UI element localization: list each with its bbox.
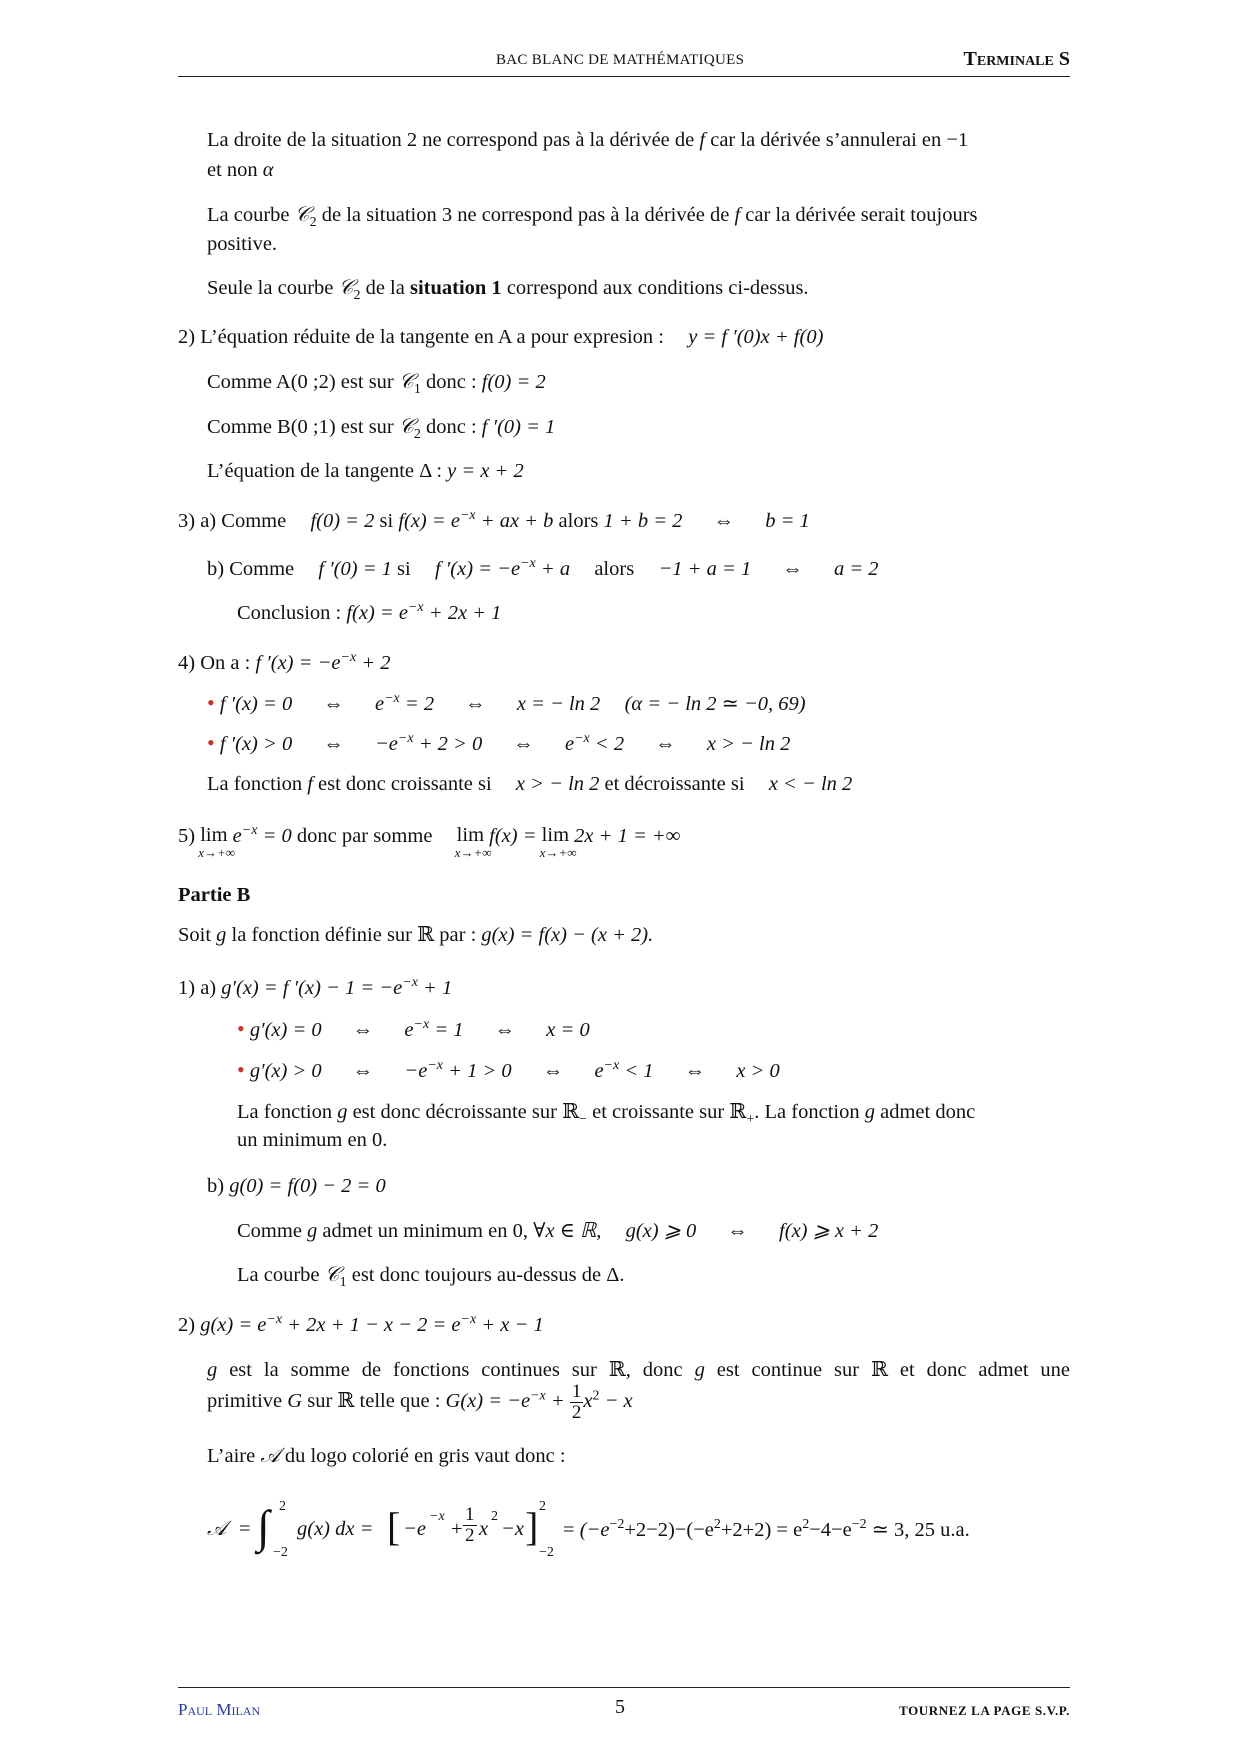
math: −2 [273, 1545, 288, 1560]
text: a) [200, 976, 217, 999]
math: 𝒞 [294, 204, 310, 226]
math: G [287, 1390, 303, 1413]
math: f(x) = [489, 824, 537, 847]
math: x [479, 1518, 489, 1540]
text: On a : [200, 651, 251, 674]
math: −x [603, 1058, 620, 1074]
math: + 2x + 1 [428, 601, 502, 624]
math: = [563, 1518, 575, 1541]
fraction [463, 1505, 477, 1546]
limit [539, 823, 577, 860]
math: 2 [413, 427, 421, 443]
math: + 2x + 1 − x − 2 = e [287, 1313, 461, 1336]
math: 1 [339, 1275, 347, 1291]
text: L’équation réduite de la tangente en A a pour expresion : [200, 326, 664, 348]
text: Comme [229, 557, 295, 580]
math: −x [501, 1518, 524, 1540]
text-line [207, 370, 546, 399]
math: ⇔ [727, 1220, 748, 1242]
math: x > 0 [736, 1060, 780, 1082]
text-line: un minimum en 0. [237, 1129, 388, 1151]
page-number: 5 [615, 1696, 625, 1718]
math: 𝒜 [207, 1518, 227, 1540]
math: f [699, 129, 706, 151]
math: ⇔ [494, 1019, 516, 1041]
math: + 1 > 0 [448, 1060, 512, 1082]
math: g(x) = e [200, 1313, 267, 1336]
math: −x [384, 691, 400, 707]
text-line [237, 1100, 975, 1129]
math: + a [540, 557, 571, 580]
text: 5) [178, 824, 196, 847]
header-title: BAC BLANC DE MATHÉMATIQUES [496, 52, 745, 68]
math: +2−2)−(−e [624, 1518, 714, 1541]
math: −e [374, 733, 398, 755]
text: est la somme de fonctions continues sur ℝ, donc [229, 1359, 683, 1381]
math: −x [574, 731, 590, 747]
math: 𝒞 [324, 1264, 340, 1286]
header-class: Terminale S [963, 48, 1070, 70]
math: f(x) = e [346, 601, 408, 624]
math: f(x) ⩾ x + 2 [779, 1220, 879, 1242]
text: admet donc [880, 1101, 976, 1123]
list-item [207, 730, 790, 757]
text-line [178, 508, 810, 533]
text-line [178, 823, 681, 860]
math: ⇔ [352, 1060, 374, 1082]
text: positive. [207, 233, 278, 255]
text: de la situation 3 ne correspond pas à la dérivée de [321, 204, 730, 226]
text: Comme B(0 ;1) est sur [207, 416, 394, 438]
math: ⇔ [323, 733, 344, 755]
text: primitive [207, 1390, 283, 1413]
math: g [216, 924, 227, 946]
fraction [570, 1382, 584, 1423]
bracket: [ [387, 1504, 401, 1549]
math: 𝒞 [398, 416, 414, 438]
page-header [178, 48, 1070, 77]
text-line [207, 158, 274, 183]
bracket: ] [525, 1504, 539, 1549]
text: . La fonction [754, 1101, 860, 1123]
math: f ′(x) > 0 [219, 733, 293, 755]
text-line [207, 128, 968, 153]
text: Comme [221, 509, 287, 532]
text: sur ℝ telle que : [307, 1390, 441, 1413]
math: e [374, 693, 385, 715]
math: y = f ′(0)x + f(0) [688, 326, 824, 348]
text-line [207, 1174, 386, 1199]
math: b = 1 [765, 509, 810, 532]
text: la fonction définie sur ℝ par : [231, 924, 477, 946]
text: du logo colorié en gris vaut donc : [284, 1445, 566, 1467]
math: −x [530, 1388, 546, 1404]
text: est donc décroissante sur ℝ [352, 1101, 580, 1123]
math: 𝒜 [260, 1445, 280, 1467]
math: = 2 [404, 693, 435, 715]
math: 2 [309, 215, 317, 231]
math: x < − ln 2 [768, 773, 853, 795]
math: ⇔ [782, 557, 803, 580]
math: 2 [802, 1517, 810, 1532]
math: + x − 1 [481, 1313, 544, 1336]
math: = [239, 1518, 251, 1540]
text-line [207, 203, 978, 232]
math: −x [241, 823, 258, 838]
math: −x [407, 600, 424, 615]
math: 𝒞 [338, 277, 354, 299]
text: et croissante sur ℝ [592, 1101, 747, 1123]
math: = 1 [434, 1019, 464, 1041]
math: 2 [279, 1499, 286, 1514]
math: x = − ln 2 [516, 693, 601, 715]
math: lim [541, 824, 570, 846]
math: 1 [571, 1381, 582, 1402]
list-item [207, 690, 806, 717]
math: x > − ln 2 [706, 733, 791, 755]
text: La fonction [237, 1101, 333, 1123]
math: −2 [851, 1517, 867, 1532]
text: situation 1 [409, 277, 502, 299]
math: (α = − ln 2 ≃ −0, 69) [624, 693, 806, 715]
math: −e [403, 1518, 426, 1540]
text: b) [207, 1175, 225, 1197]
math: G(x) = −e [445, 1390, 531, 1413]
text: alors [558, 509, 599, 532]
math: −x [427, 1058, 444, 1074]
math: x→+∞ [454, 845, 492, 860]
math: ⇔ [684, 1060, 706, 1082]
math: −x [460, 1312, 477, 1327]
integral-sign: ∫ [257, 1501, 270, 1552]
math: x [583, 1390, 593, 1413]
text-line [237, 1263, 625, 1292]
limit [454, 823, 492, 860]
math: f(x) = e [398, 509, 460, 532]
math: 2 [713, 1517, 721, 1532]
text: admet un minimum en 0, [322, 1220, 528, 1242]
text: car la dérivée s’annulerai en −1 [710, 129, 969, 151]
text: Comme [237, 1220, 302, 1242]
math: + 2 [361, 651, 391, 674]
math: −x [429, 1509, 445, 1524]
math: +2+2) = e [720, 1518, 803, 1541]
math: = 0 [262, 824, 292, 847]
text: La courbe [237, 1264, 320, 1286]
math: a = 2 [833, 557, 879, 580]
math: ⇔ [323, 693, 344, 715]
text-line [178, 923, 653, 948]
math: f ′(0) = 1 [318, 557, 392, 580]
math: y = x + 2 [447, 460, 524, 482]
math: < 1 [624, 1060, 654, 1082]
math: 2 [571, 1401, 582, 1423]
math: g′(x) = f ′(x) − 1 = −e [221, 976, 403, 999]
math: x = 0 [546, 1019, 590, 1041]
math: (−e [579, 1518, 610, 1541]
text: Soit [178, 924, 212, 946]
text: L’aire [207, 1445, 256, 1467]
math: 2 [465, 1524, 475, 1546]
text-line [207, 232, 277, 257]
text: et non [207, 159, 258, 181]
text: si [379, 509, 394, 532]
math: 1 [465, 1504, 475, 1525]
text-line [178, 1312, 544, 1337]
text: donc : [425, 371, 477, 393]
text-line [207, 1444, 566, 1469]
footer-rule [178, 1687, 1070, 1688]
text-line [237, 600, 501, 625]
text: Seule la courbe [207, 277, 334, 299]
text: donc : [425, 416, 477, 438]
text: est continue sur ℝ et donc admet une [716, 1359, 1071, 1381]
math: −x [459, 508, 476, 523]
text: La fonction [207, 773, 303, 795]
footer-note: TOURNEZ LA PAGE S.V.P. [899, 1703, 1070, 1718]
math: − x [604, 1390, 633, 1413]
math: −x [402, 975, 418, 990]
math: ∀x ∈ ℝ, [533, 1220, 602, 1242]
text-line [207, 772, 852, 797]
math: −x [340, 650, 357, 665]
math: + [746, 1112, 755, 1128]
text: b) [207, 557, 225, 580]
text: Conclusion : [237, 601, 342, 624]
math: g(0) = f(0) − 2 = 0 [229, 1175, 386, 1197]
math: x→+∞ [198, 845, 236, 860]
math: g [337, 1101, 348, 1123]
math: ⇔ [542, 1060, 564, 1082]
math: −x [397, 731, 414, 747]
bullet-icon: • [207, 690, 215, 715]
math: −x [520, 556, 536, 571]
math: 1 + b = 2 [603, 509, 683, 532]
math: 2 [539, 1499, 546, 1514]
math: 2x + 1 = +∞ [574, 824, 681, 847]
math: ⇔ [513, 733, 534, 755]
text: a) [200, 509, 217, 532]
math: ⇔ [352, 1019, 374, 1041]
math: e [565, 733, 575, 755]
bullet-icon: • [207, 730, 215, 755]
math: g [207, 1359, 218, 1381]
text: La courbe [207, 204, 290, 226]
text: si [397, 557, 411, 580]
list-item [237, 1016, 590, 1043]
math: f(0) = 2 [481, 371, 546, 393]
math: f [734, 204, 741, 226]
list-item [237, 1057, 780, 1084]
math: −1 + a = 1 [658, 557, 752, 580]
math: 2 [491, 1509, 498, 1524]
math: lim [200, 824, 228, 846]
math: + 1 [423, 976, 453, 999]
math: g′(x) = 0 [249, 1019, 322, 1041]
math: f(0) = 2 [310, 509, 375, 532]
math: g [864, 1101, 875, 1123]
text-line [207, 1358, 1070, 1383]
footer-author: Paul Milan [178, 1700, 261, 1719]
math: ⇔ [465, 693, 486, 715]
math: ≃ 3, 25 u.a. [871, 1518, 970, 1541]
math: g [694, 1359, 705, 1381]
math: e [594, 1060, 604, 1082]
math: g(x) dx = [297, 1518, 374, 1540]
limit [198, 823, 236, 860]
text-line [207, 556, 879, 581]
math: + ax + b [480, 509, 554, 532]
math: lim [456, 824, 485, 846]
math: 2 [353, 288, 361, 304]
math: x > − ln 2 [515, 773, 600, 795]
math: x→+∞ [539, 845, 577, 860]
math: −4−e [809, 1518, 852, 1541]
math: −x [266, 1312, 283, 1327]
text: et décroissante si [604, 773, 745, 795]
math: + [550, 1390, 565, 1413]
math: f ′(x) = 0 [219, 693, 293, 715]
bullet-icon: • [237, 1057, 245, 1082]
text: La droite de la situation 2 ne correspond pas à la dérivée de [207, 129, 695, 151]
math: ⇔ [713, 509, 735, 532]
math: f ′(0) = 1 [481, 416, 556, 438]
text-line [178, 650, 391, 675]
text-line [207, 276, 809, 305]
text-line [207, 415, 555, 444]
text: 2) [178, 1313, 196, 1336]
text: de la [365, 277, 405, 299]
text: L’équation de la tangente Δ : [207, 460, 443, 482]
text: correspond aux conditions ci-dessus. [506, 277, 809, 299]
text: alors [594, 557, 635, 580]
math: e [232, 824, 242, 847]
math: f ′(x) = −e [434, 557, 521, 580]
text: est donc toujours au-dessus de Δ. [351, 1264, 625, 1286]
text-line [178, 325, 823, 350]
text-line [207, 1382, 633, 1423]
text: 1) [178, 976, 196, 999]
math: + [451, 1518, 463, 1540]
math: ⇔ [655, 733, 676, 755]
math: f [307, 773, 313, 795]
text: est donc croissante si [318, 773, 492, 795]
text-line [237, 1219, 878, 1244]
text: 4) [178, 651, 196, 674]
math: −2 [539, 1545, 554, 1560]
math: 𝒞 [398, 371, 414, 393]
math: −x [413, 1017, 430, 1033]
math-result [563, 1517, 970, 1542]
math: −2 [609, 1517, 625, 1532]
math: −e [404, 1060, 428, 1082]
math: g(x) = f(x) − (x + 2). [481, 924, 654, 946]
text-line [178, 975, 452, 1000]
math: g′(x) > 0 [249, 1060, 322, 1082]
math: + 2 > 0 [418, 733, 483, 755]
math: 2 [592, 1388, 600, 1404]
bullet-icon: • [237, 1016, 245, 1041]
math: g [307, 1220, 318, 1242]
math: g(x) ⩾ 0 [625, 1220, 697, 1242]
math: f ′(x) = −e [255, 651, 341, 674]
math: 1 [413, 382, 421, 398]
text: donc par somme [296, 824, 433, 847]
section-title: Partie B [178, 884, 251, 906]
text: 3) [178, 509, 196, 532]
text: Comme A(0 ;2) est sur [207, 371, 394, 393]
text: car la dérivée serait toujours [745, 204, 978, 226]
math: α [262, 159, 274, 181]
text-line [207, 459, 524, 484]
math: − [579, 1112, 588, 1128]
math: e [404, 1019, 414, 1041]
math: < 2 [594, 733, 625, 755]
text: 2) [178, 326, 196, 348]
